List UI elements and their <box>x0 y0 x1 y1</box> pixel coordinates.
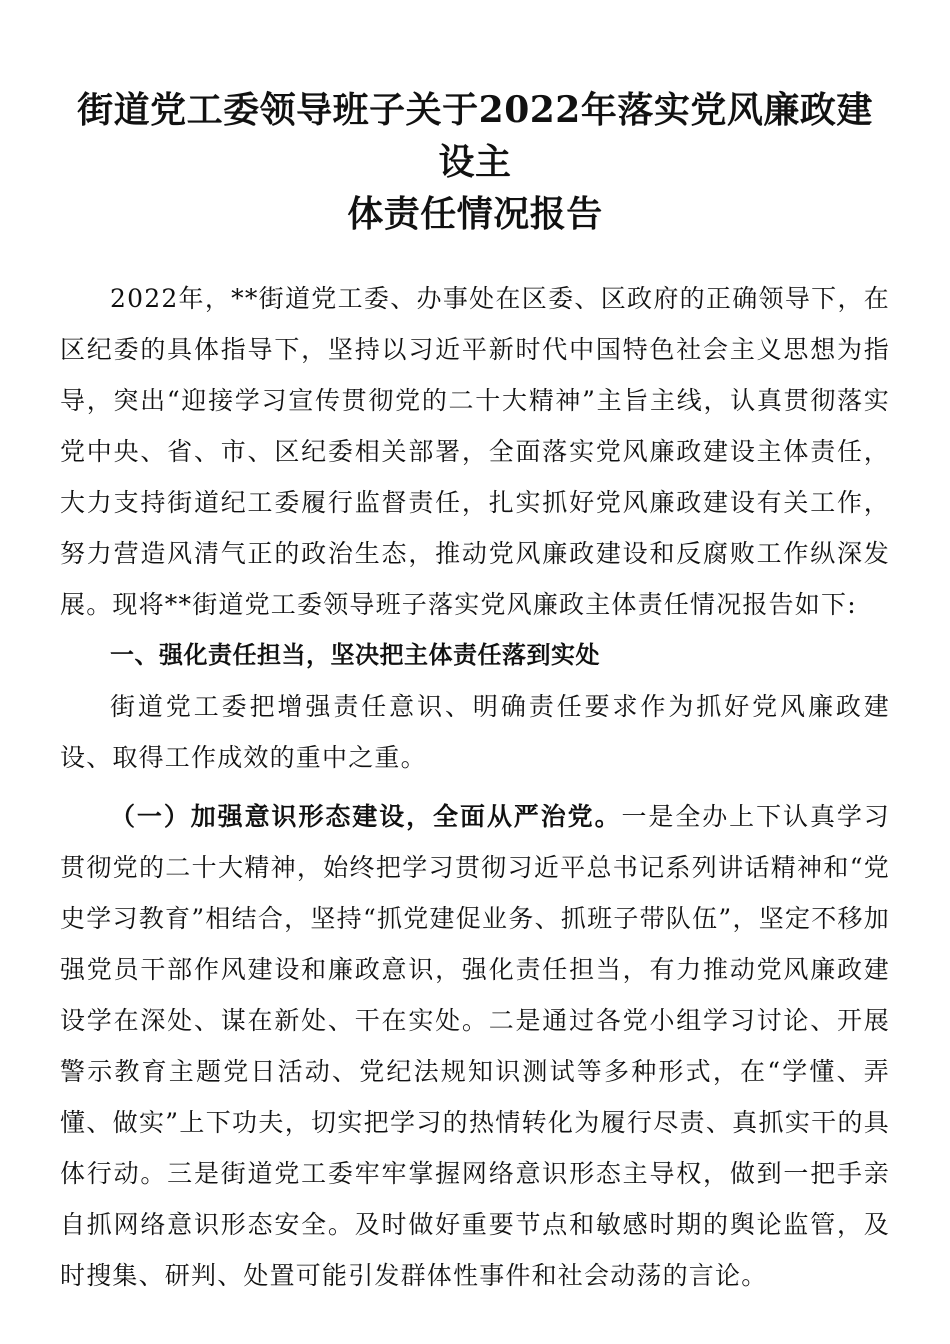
subsection-1-paragraph <box>60 791 890 1301</box>
subsection-1-body: 一是全办上下认真学习贯彻党的二十大精神，始终把学习贯彻习近平总书记系列讲话精神和“党史学习教育”相结合，坚持“抓党建促业务、抓班子带队伍”，坚定不移加强党员干部作风建设和廉政意识，强化责任担当，有力推动党风廉政建设学在深处、谋在新处、干在实处。二是通过各党小组学习讨论、开展警示教育主题党日活动、党纪法规知识测试等多种形式，在“学懂、弄懂、做实”上下功夫，切实把学习的热情转化为履行尽责、真抓实干的具体行动。三是街道党工委牢牢掌握网络意识形态主导权，做到一把手亲自抓网络意识形态安全。及时做好重要节点和敏感时期的舆论监管，及时搜集、研判、处置可能引发群体性事件和社会动荡的言论。 <box>60 802 890 1290</box>
title-line-1: 街道党工委领导班子关于2022年落实党风廉政建设主 <box>77 89 873 183</box>
section-1-summary: 街道党工委把增强责任意识、明确责任要求作为抓好党风廉政建设、取得工作成效的重中之重。 <box>60 692 890 772</box>
document-page <box>60 84 890 1301</box>
section-1-heading: 一、强化责任担当，坚决把主体责任落到实处 <box>110 641 600 669</box>
intro-paragraph: 2022年，**街道党工委、办事处在区委、区政府的正确领导下，在区纪委的具体指导下，坚持以习近平新时代中国特色社会主义思想为指导，突出“迎接学习宣传贯彻党的二十大精神”主旨主线，认真贯彻落实党中央、省、市、区纪委相关部署，全面落实党风廉政建设主体责任，大力支持街道纪工委履行监督责任，扎实抓好党风廉政建设有关工作，努力营造风清气正的政治生态，推动党风廉政建设和反腐败工作纵深发展。现将**街道党工委领导班子落实党风廉政主体责任情况报告如下: <box>60 284 890 619</box>
title-line-2: 体责任情况报告 <box>347 193 603 235</box>
document-title <box>60 84 890 240</box>
subsection-1-lead: （一）加强意识形态建设，全面从严治党。 <box>110 802 622 831</box>
